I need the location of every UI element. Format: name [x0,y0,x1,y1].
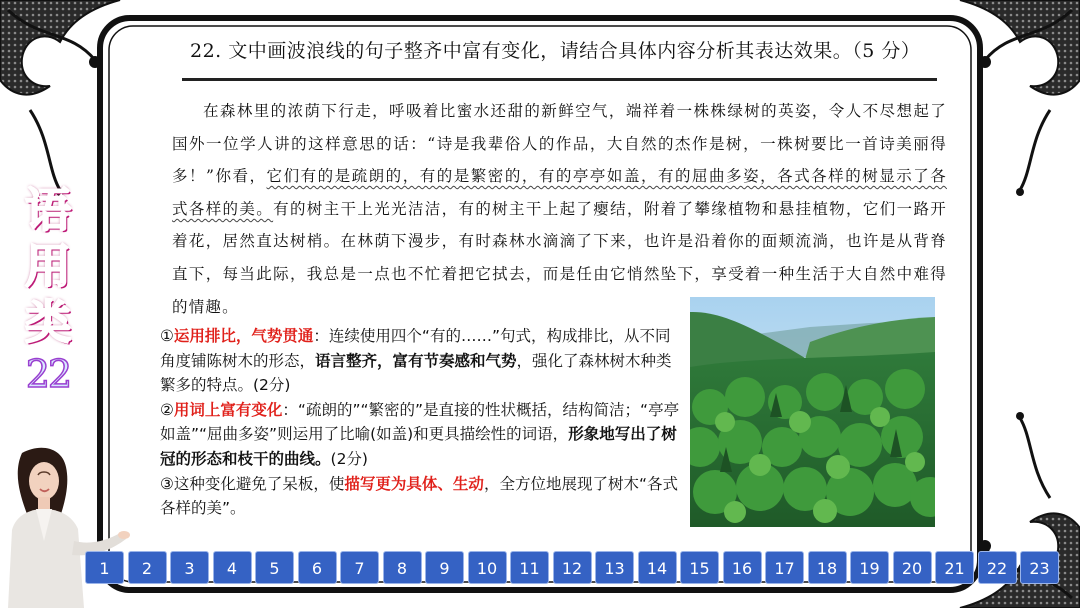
reading-passage [172,95,947,323]
page-button-20[interactable]: 20 [893,551,932,584]
wavy-underlined-sentence: 它们有的是疏朗的，有的是繁密的，有的亭亭如盖，有的屈曲多姿，各式各样的树显示了各式各样的美。 [172,167,947,218]
page-button-1[interactable]: 1 [85,551,124,584]
forest-photo [690,297,935,527]
analysis-point-2 [160,398,680,472]
page-button-7[interactable]: 7 [340,551,379,584]
point-1-emphasis: 语言整齐，富有节奏感和气势 [315,351,517,370]
analysis-point-3 [160,472,680,521]
point-3-number: ③ [160,474,174,493]
page-button-8[interactable]: 8 [383,551,422,584]
category-char-2: 用 [25,239,71,293]
point-2-emphasis: 形象地写出了树冠的形态和枝干的曲线。 [160,425,677,468]
page-button-18[interactable]: 18 [808,551,847,584]
page-button-11[interactable]: 11 [510,551,549,584]
category-char-1: 语 [25,183,71,237]
point-3-heading: 描写更为具体、生动 [344,474,484,493]
point-3-text-a: 这种变化避免了呆板，使 [173,474,345,493]
page-button-15[interactable]: 15 [680,551,719,584]
page-button-13[interactable]: 13 [595,551,634,584]
answer-analysis [160,324,680,521]
category-label [20,182,76,398]
page-button-12[interactable]: 12 [553,551,592,584]
page-button-14[interactable]: 14 [638,551,677,584]
page-button-2[interactable]: 2 [128,551,167,584]
passage-text-after: 有的树主干上光光洁洁，有的树主干上起了瘿结，附着了攀缘植物和悬挂植物，它们一路开着花，居然直达树梢。在林荫下漫步，有时森林水滴滴了下来，也许是沿着你的面颊流淌，也许是从背脊直下，每当此际，我总是一点也不忙着把它拭去，而是任由它悄然坠下，享受着一种生活于大自然中难得的情趣。 [172,199,947,316]
point-1-heading: 运用排比，气势贯通 [173,327,314,345]
point-2-heading: 用词上富有变化 [173,400,283,419]
question-title: 22. 文中画波浪线的句子整齐中富有变化，请结合具体内容分析其表达效果。（5 分） [190,40,921,62]
page-button-17[interactable]: 17 [765,551,804,584]
page-button-22[interactable]: 22 [978,551,1017,584]
category-char-3: 类 [25,295,71,349]
page-button-23[interactable]: 23 [1020,551,1059,584]
point-2-text-a: ：“疏朗的”“繁密的”是直接的性状概括，结构简洁；“亭亭如盖”“屈曲多姿”则运用了比喻(如盖)和更具描绘性的词语， [160,400,680,444]
point-1-text-c: ，强化了森林树木种类繁多的特点。(2分) [160,351,672,395]
point-2-text-c: (2分) [330,449,368,468]
page-button-21[interactable]: 21 [935,551,974,584]
passage-text-before: 在森林里的浓荫下行走，呼吸着比蜜水还甜的新鲜空气，端祥着一株株绿树的英姿，令人不尽想起了国外一位学人讲的这样意思的话：“诗是我辈俗人的作品，大自然的杰作是树，一株树要比一首诗美丽得多！”你看， [172,102,947,186]
category-number: 22 [25,352,71,396]
point-1-text-a: ：连续使用四个“有的……”句式，构成排比，从不同角度铺陈树木的形态， [160,327,671,370]
analysis-point-1 [160,324,680,398]
page-button-6[interactable]: 6 [298,551,337,584]
page-button-16[interactable]: 16 [723,551,762,584]
page-button-4[interactable]: 4 [213,551,252,584]
point-2-number: ② [160,400,174,419]
page-button-9[interactable]: 9 [425,551,464,584]
page-button-3[interactable]: 3 [170,551,209,584]
point-1-number: ① [160,327,174,345]
page-button-5[interactable]: 5 [255,551,294,584]
title-divider [182,78,937,81]
page-button-10[interactable]: 10 [468,551,507,584]
point-3-text-b: ，全方位地展现了树木“各式各样的美”。 [160,474,678,518]
page-button-19[interactable]: 19 [850,551,889,584]
